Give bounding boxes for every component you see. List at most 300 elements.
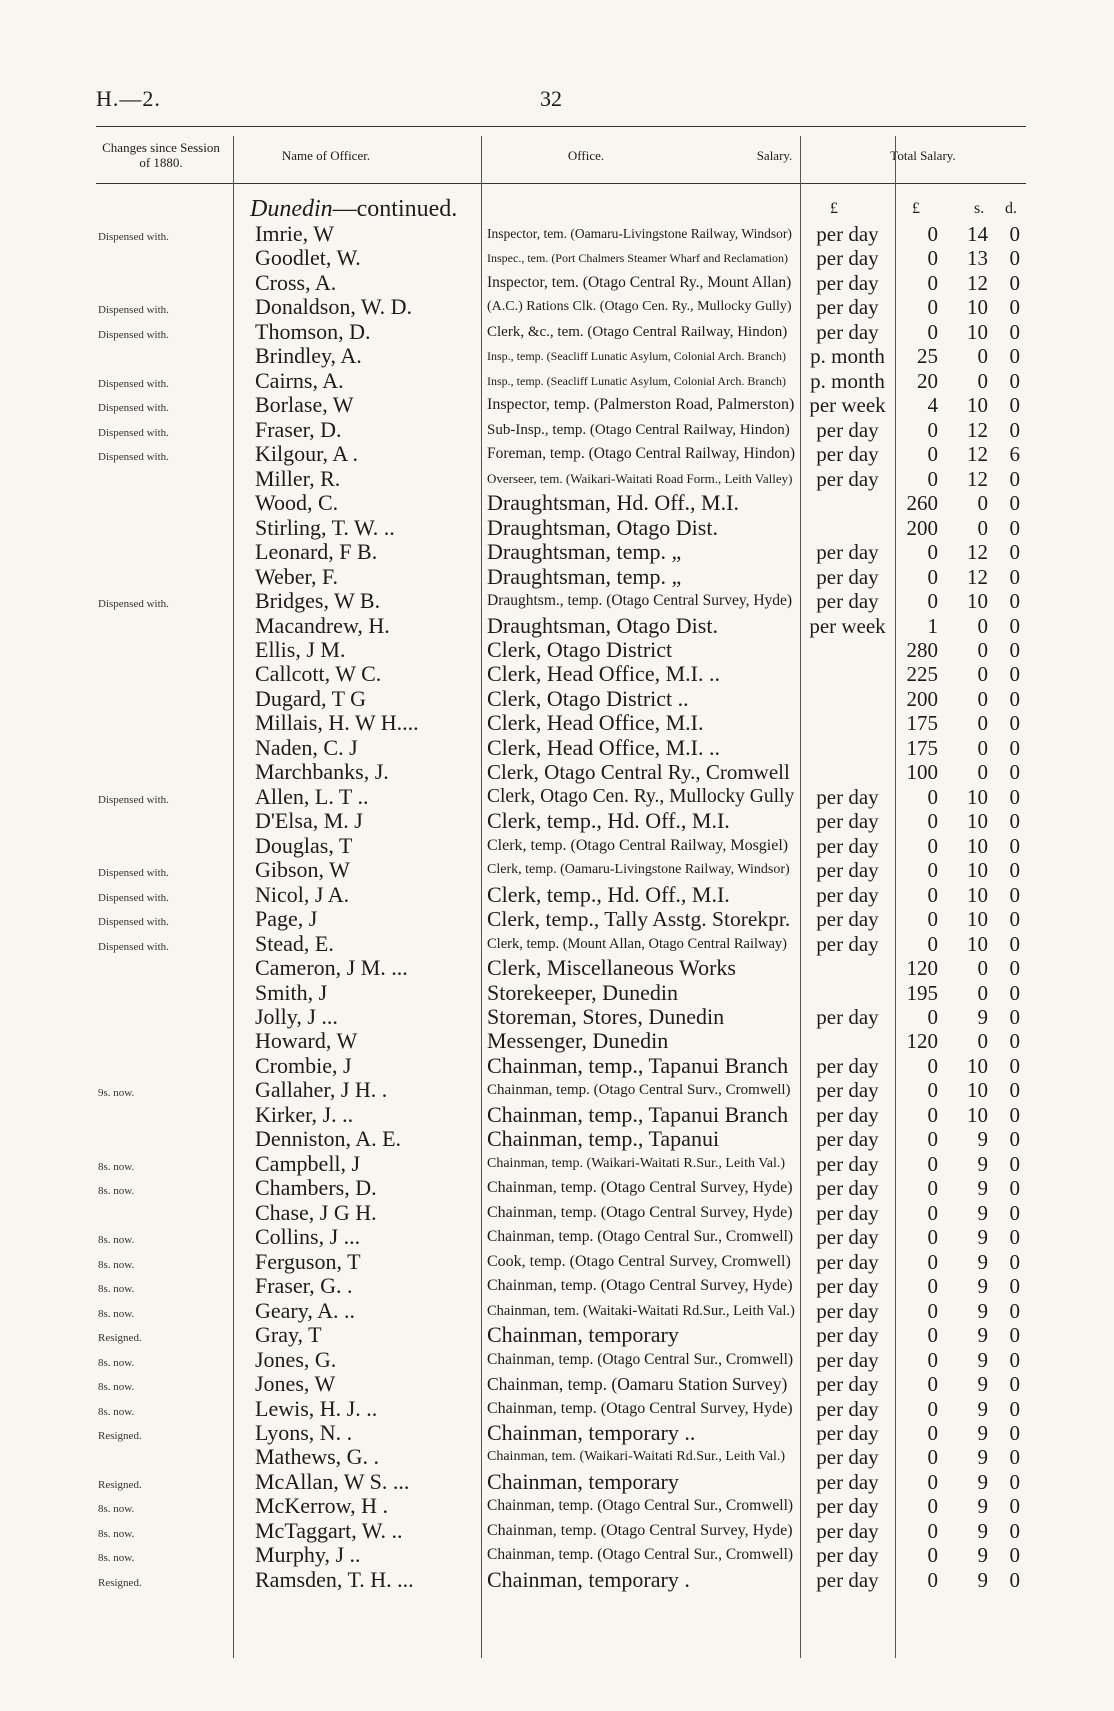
office-title: Chainman, temp., Tapanui Branch [487, 1101, 789, 1127]
change-note: 8s. now. [98, 1283, 135, 1296]
total-pence: 0 [1009, 1420, 1020, 1445]
officer-name: Cross, A. [255, 269, 337, 295]
total-pounds: 0 [927, 222, 938, 246]
office-title: Chainman, temp. (Otago Central Surv., Cromwell) [487, 1082, 791, 1099]
total-pence: 0 [1009, 1567, 1020, 1592]
total-pence: 0 [1009, 907, 1020, 932]
total-shillings: 10 [967, 809, 988, 834]
table-row [0, 222, 1114, 246]
office-title: Inspector, temp. (Palmerston Road, Palmerston) [487, 396, 795, 414]
total-pence: 0 [1009, 1005, 1020, 1029]
total-shillings: 10 [967, 858, 988, 883]
officer-name: Smith, J [255, 979, 328, 1005]
office-title: Chainman, temp. (Otago Central Sur., Cromwell) [487, 1350, 794, 1368]
officer-name: Geary, A. .. [255, 1297, 355, 1323]
officer-table-body [0, 222, 1114, 1592]
officer-name: D'Elsa, M. J [255, 808, 363, 834]
total-pounds: 0 [927, 833, 938, 858]
table-row [0, 295, 1114, 319]
officer-name: Lyons, N. . [255, 1419, 353, 1445]
total-pence: 0 [1009, 662, 1020, 687]
table-row [0, 711, 1114, 735]
table-row [0, 760, 1114, 784]
office-title: (A.C.) Rations Clk. (Otago Cen. Ry., Mullocky Gully) [487, 299, 792, 315]
officer-name: Imrie, W [255, 221, 335, 246]
table-row [0, 1274, 1114, 1298]
table-row [0, 1054, 1114, 1078]
table-row [0, 1348, 1114, 1372]
total-shillings: 9 [977, 1225, 988, 1250]
total-pence: 0 [1009, 1274, 1020, 1299]
salary-rate: per day [816, 564, 879, 589]
total-shillings: 0 [977, 662, 988, 687]
total-pounds: 0 [927, 784, 938, 809]
total-pounds: 20 [917, 368, 938, 393]
total-pounds: 0 [927, 858, 938, 883]
officer-name: Macandrew, H. [255, 612, 390, 638]
change-note: Dispensed with. [98, 328, 169, 341]
salary-rate: per day [816, 1494, 879, 1519]
office-title: Clerk, Head Office, M.I. [487, 710, 704, 736]
officer-name: Page, J [255, 906, 318, 932]
office-title: Inspector, tem. (Otago Central Ry., Mount Allan) [487, 273, 792, 291]
total-pence: 0 [1009, 735, 1020, 760]
office-title: Clerk, temp. (Otago Central Railway, Mosgiel) [487, 836, 789, 854]
total-pence: 0 [1009, 1494, 1020, 1519]
officer-name: Cameron, J M. ... [255, 955, 408, 981]
total-pence: 0 [1009, 1102, 1020, 1127]
total-shillings: 10 [967, 1053, 988, 1078]
total-pounds: 175 [906, 735, 938, 760]
table-row [0, 614, 1114, 638]
total-pounds: 0 [927, 1469, 938, 1494]
officer-name: Kilgour, A . [255, 441, 359, 467]
office-title: Chainman, temp. (Otago Central Survey, Hyde) [487, 1277, 793, 1295]
change-note: 8s. now. [98, 1405, 135, 1418]
table-row [0, 271, 1114, 295]
total-shillings: 12 [967, 442, 988, 467]
officer-name: Fraser, D. [255, 416, 342, 442]
total-pence: 0 [1009, 1200, 1020, 1225]
total-shillings: 9 [977, 1176, 988, 1201]
total-pounds: 25 [917, 344, 938, 369]
change-note: Dispensed with. [98, 231, 169, 243]
total-pence: 0 [1009, 491, 1020, 516]
total-pence: 0 [1009, 809, 1020, 834]
total-pounds: 0 [927, 1494, 938, 1519]
unit-pound-total: £ [912, 200, 920, 217]
page-number: 32 [540, 86, 562, 111]
total-shillings: 10 [967, 1102, 988, 1127]
unit-pound-salary: £ [830, 200, 838, 217]
total-pence: 0 [1009, 222, 1020, 246]
salary-rate: per week [809, 393, 886, 418]
table-row [0, 418, 1114, 442]
total-pounds: 280 [906, 637, 938, 662]
salary-rate: per day [816, 858, 879, 883]
total-pence: 0 [1009, 417, 1020, 442]
salary-rate: per day [816, 1543, 879, 1568]
officer-name: Allen, L. T .. [255, 783, 369, 809]
total-shillings: 9 [977, 1372, 988, 1397]
office-title: Chainman, temp., Tapanui Branch [487, 1052, 789, 1078]
change-note: Dispensed with. [98, 451, 169, 464]
change-note: 8s. now. [98, 1381, 135, 1394]
total-pence: 0 [1009, 1445, 1020, 1470]
table-row [0, 785, 1114, 809]
total-pence: 0 [1009, 246, 1020, 271]
office-title: Chainman, temporary [487, 1322, 679, 1348]
total-pence: 0 [1009, 1372, 1020, 1397]
total-pounds: 0 [927, 1445, 938, 1470]
table-row [0, 393, 1114, 417]
total-shillings: 12 [967, 417, 988, 442]
officer-name: Naden, C. J [255, 734, 358, 760]
change-note: Dispensed with. [98, 867, 169, 880]
table-row [0, 565, 1114, 589]
officer-name: Dugard, T G [255, 685, 367, 711]
salary-rate: per day [816, 319, 879, 344]
salary-rate: per day [816, 1078, 879, 1103]
total-pounds: 0 [927, 1420, 938, 1445]
change-note: Resigned. [98, 1576, 142, 1589]
officer-name: Jolly, J ... [255, 1004, 338, 1029]
total-shillings: 0 [977, 368, 988, 393]
officer-name: Chambers, D. [255, 1175, 377, 1201]
change-note: 8s. now. [98, 1160, 135, 1173]
office-title: Inspec., tem. (Port Chalmers Steamer Wharf and Reclamation) [487, 251, 789, 266]
total-shillings: 10 [967, 882, 988, 907]
salary-rate: per day [816, 1225, 879, 1250]
total-shillings: 0 [977, 760, 988, 785]
table-row [0, 1543, 1114, 1567]
salary-rate: per day [816, 1469, 879, 1494]
table-row [0, 883, 1114, 907]
office-title: Draughtsm., temp. (Otago Central Survey, Hyde) [487, 592, 793, 610]
table-row [0, 1519, 1114, 1543]
table-row [0, 1250, 1114, 1274]
total-pounds: 0 [927, 319, 938, 344]
total-pounds: 4 [927, 393, 938, 418]
office-title: Chainman, temp. (Otago Central Survey, Hyde) [487, 1521, 793, 1539]
total-pence: 0 [1009, 1518, 1020, 1543]
table-row [0, 344, 1114, 368]
total-pounds: 0 [927, 1225, 938, 1250]
change-note: Resigned. [98, 1478, 142, 1491]
total-pounds: 200 [906, 515, 938, 540]
salary-rate: p. month [810, 344, 885, 369]
total-pence: 0 [1009, 1347, 1020, 1372]
officer-name: Chase, J G H. [255, 1199, 377, 1225]
officer-name: Marchbanks, J. [255, 759, 389, 785]
change-note: Dispensed with. [98, 377, 169, 390]
total-pounds: 1 [927, 613, 938, 638]
change-note: 9s. now. [98, 1087, 135, 1100]
change-note: 8s. now. [98, 1527, 135, 1540]
total-shillings: 0 [977, 491, 988, 516]
total-shillings: 9 [977, 1151, 988, 1176]
office-title: Clerk, temp., Tally Asstg. Storekpr. [487, 907, 791, 932]
officer-name: Stirling, T. W. .. [255, 514, 395, 540]
total-pounds: 0 [927, 295, 938, 320]
salary-rate: per day [816, 466, 879, 491]
total-shillings: 10 [967, 784, 988, 809]
officer-name: Collins, J ... [255, 1224, 361, 1250]
salary-rate: per day [816, 1053, 879, 1078]
office-title: Clerk, Otago Central Ry., Cromwell [487, 760, 790, 785]
total-pounds: 0 [927, 1151, 938, 1176]
total-pounds: 200 [906, 686, 938, 711]
salary-rate: per day [816, 907, 879, 932]
table-row [0, 932, 1114, 956]
salary-rate: per day [816, 1151, 879, 1176]
officer-name: Gibson, W [255, 857, 350, 883]
office-title: Clerk, Head Office, M.I. .. [487, 734, 720, 760]
table-row [0, 491, 1114, 515]
salary-rate: per day [816, 1005, 879, 1029]
change-note: Dispensed with. [98, 891, 169, 904]
office-title: Chainman, temp. (Otago Central Sur., Cromwell) [487, 1546, 794, 1564]
total-shillings: 9 [977, 1469, 988, 1494]
total-pounds: 260 [906, 491, 938, 516]
total-shillings: 10 [967, 393, 988, 418]
total-pounds: 0 [927, 882, 938, 907]
change-note: 8s. now. [98, 1307, 135, 1320]
salary-rate: per day [816, 589, 879, 614]
total-pence: 0 [1009, 882, 1020, 907]
office-title: Chainman, temp. (Otago Central Survey, Hyde) [487, 1203, 793, 1221]
total-pence: 0 [1009, 613, 1020, 638]
officer-name: Thomson, D. [255, 318, 371, 344]
office-title: Clerk, Otago District .. [487, 685, 689, 711]
total-pounds: 0 [927, 1053, 938, 1078]
total-pounds: 0 [927, 1127, 938, 1152]
total-pence: 0 [1009, 1249, 1020, 1274]
office-title: Draughtsman, Otago Dist. [487, 514, 718, 540]
salary-rate: per day [816, 1567, 879, 1592]
table-row [0, 1029, 1114, 1053]
table-row [0, 1372, 1114, 1396]
total-shillings: 0 [977, 956, 988, 981]
officer-name: Denniston, A. E. [255, 1126, 402, 1152]
total-shillings: 0 [977, 344, 988, 369]
total-pence: 0 [1009, 931, 1020, 956]
section-place: Dunedin [250, 196, 333, 222]
total-shillings: 9 [977, 1323, 988, 1348]
total-pence: 0 [1009, 760, 1020, 785]
total-pence: 0 [1009, 368, 1020, 393]
total-shillings: 0 [977, 686, 988, 711]
office-title: Clerk, temp. (Mount Allan, Otago Central Railway) [487, 935, 788, 952]
officer-name: Stead, E. [255, 930, 334, 956]
office-title: Foreman, temp. (Otago Central Railway, Hindon) [487, 445, 796, 463]
total-pounds: 0 [927, 564, 938, 589]
salary-rate: per day [816, 295, 879, 320]
table-row [0, 467, 1114, 491]
table-row [0, 1078, 1114, 1102]
table-row [0, 442, 1114, 466]
total-pence: 0 [1009, 344, 1020, 369]
officer-name: Brindley, A. [255, 343, 362, 369]
change-note: Dispensed with. [98, 793, 169, 806]
change-note: 8s. now. [98, 1552, 135, 1565]
total-shillings: 9 [977, 1567, 988, 1592]
total-pounds: 0 [927, 1274, 938, 1299]
officer-name: Gray, T [255, 1322, 322, 1348]
salary-rate: per day [816, 1200, 879, 1225]
table-row [0, 1152, 1114, 1176]
salary-rate: per day [816, 1102, 879, 1127]
office-title: Draughtsman, temp. „ [487, 539, 682, 565]
officer-name: Borlase, W [255, 392, 354, 418]
office-title: Clerk, temp., Hd. Off., M.I. [487, 808, 730, 834]
total-pounds: 100 [906, 760, 938, 785]
total-shillings: 0 [977, 515, 988, 540]
officer-name: Cairns, A. [255, 367, 344, 393]
table-row [0, 858, 1114, 882]
office-title: Chainman, tem. (Waikari-Waitati Rd.Sur., Leith Val.) [487, 1449, 786, 1465]
table-row [0, 1470, 1114, 1494]
total-pence: 0 [1009, 833, 1020, 858]
total-pence: 0 [1009, 295, 1020, 320]
total-shillings: 9 [977, 1298, 988, 1323]
office-title: Chainman, temporary .. [487, 1419, 696, 1445]
total-pounds: 0 [927, 1249, 938, 1274]
table-row [0, 540, 1114, 564]
change-note: 8s. now. [98, 1258, 135, 1271]
salary-rate: per day [816, 246, 879, 271]
salary-rate: per day [816, 1298, 879, 1323]
salary-rate: per day [816, 809, 879, 834]
officer-name: Leonard, F B. [255, 539, 378, 565]
office-title: Draughtsman, Hd. Off., M.I. [487, 490, 739, 516]
office-title: Chainman, temporary . [487, 1566, 690, 1592]
salary-rate: per day [816, 1518, 879, 1543]
salary-rate: per day [816, 882, 879, 907]
office-title: Clerk, &c., tem. (Otago Central Railway, Hindon) [487, 323, 788, 340]
office-title: Chainman, temp. (Oamaru Station Survey) [487, 1374, 788, 1395]
officer-name: Weber, F. [255, 563, 338, 589]
office-title: Chainman, temp. (Waikari-Waitati R.Sur., Leith Val.) [487, 1155, 786, 1171]
salary-rate: per day [816, 540, 879, 565]
total-shillings: 10 [967, 319, 988, 344]
office-title: Draughtsman, Otago Dist. [487, 612, 718, 638]
office-title: Inspector, tem. (Oamaru-Livingstone Railway, Windsor) [487, 226, 792, 241]
total-pounds: 195 [906, 980, 938, 1005]
table-row [0, 809, 1114, 833]
page-header [96, 86, 1036, 116]
total-shillings: 9 [977, 1127, 988, 1152]
table-row [0, 1397, 1114, 1421]
office-title: Cook, temp. (Otago Central Survey, Cromwell) [487, 1252, 791, 1270]
officer-name: Kirker, J. .. [255, 1101, 354, 1127]
total-pounds: 0 [927, 1372, 938, 1397]
total-pence: 0 [1009, 711, 1020, 736]
officer-name: Donaldson, W. D. [255, 294, 413, 320]
total-pounds: 175 [906, 711, 938, 736]
total-shillings: 9 [977, 1420, 988, 1445]
salary-rate: per day [816, 784, 879, 809]
total-shillings: 0 [977, 637, 988, 662]
office-title: Insp., temp. (Seacliff Lunatic Asylum, Colonial Arch. Branch) [487, 349, 787, 364]
table-row [0, 1005, 1114, 1029]
officer-name: Nicol, J A. [255, 881, 350, 907]
officer-name: Jones, G. [255, 1346, 337, 1372]
change-note: 8s. now. [98, 1185, 135, 1198]
salary-rate: per day [816, 931, 879, 956]
total-pence: 0 [1009, 686, 1020, 711]
total-shillings: 9 [977, 1445, 988, 1470]
officer-name: Howard, W [255, 1028, 358, 1054]
table-row [0, 1568, 1114, 1592]
office-title: Chainman, temp. (Otago Central Survey, Hyde) [487, 1179, 793, 1197]
officer-name: McAllan, W S. ... [255, 1468, 410, 1494]
office-title: Chainman, temp. (Otago Central Sur., Cromwell) [487, 1497, 794, 1515]
total-pounds: 0 [927, 1078, 938, 1103]
total-pence: 0 [1009, 589, 1020, 614]
total-pence: 6 [1009, 442, 1020, 467]
total-pounds: 0 [927, 1176, 938, 1201]
total-pounds: 0 [927, 246, 938, 271]
office-title: Chainman, tem. (Waitaki-Waitati Rd.Sur., Leith Val.) [487, 1302, 795, 1319]
table-row [0, 1201, 1114, 1225]
total-shillings: 9 [977, 1200, 988, 1225]
table-row [0, 662, 1114, 686]
salary-rate: per day [816, 270, 879, 295]
office-title: Clerk, temp. (Oamaru-Livingstone Railway, Windsor) [487, 862, 790, 878]
total-pounds: 0 [927, 589, 938, 614]
total-shillings: 0 [977, 980, 988, 1005]
total-pence: 0 [1009, 1078, 1020, 1103]
total-pence: 0 [1009, 564, 1020, 589]
officer-name: Fraser, G. . [255, 1273, 353, 1299]
office-title: Storekeeper, Dunedin [487, 979, 678, 1005]
officer-name: Lewis, H. J. .. [255, 1395, 378, 1421]
section-suffix: —continued. [332, 196, 458, 222]
total-pence: 0 [1009, 1127, 1020, 1152]
officer-name: Murphy, J .. [255, 1542, 361, 1568]
total-pence: 0 [1009, 637, 1020, 662]
change-note: 8s. now. [98, 1356, 135, 1369]
table-row [0, 687, 1114, 711]
salary-rate: per day [816, 1372, 879, 1397]
total-pence: 0 [1009, 393, 1020, 418]
total-shillings: 0 [977, 711, 988, 736]
unit-pence: d. [1005, 200, 1017, 217]
header-name: Name of Officer. [281, 147, 371, 163]
header-office: Office. [567, 147, 605, 163]
change-note: Resigned. [98, 1429, 142, 1442]
total-pounds: 0 [927, 931, 938, 956]
change-note: Dispensed with. [98, 916, 169, 929]
table-row [0, 1127, 1114, 1151]
total-pounds: 120 [906, 956, 938, 981]
total-shillings: 12 [967, 540, 988, 565]
total-shillings: 10 [967, 833, 988, 858]
total-pounds: 0 [927, 1005, 938, 1029]
change-note: Dispensed with. [98, 940, 169, 953]
officer-name: Ramsden, T. H. ... [255, 1566, 414, 1592]
officer-name: Wood, C. [255, 490, 339, 516]
total-pence: 0 [1009, 1396, 1020, 1421]
change-note: Dispensed with. [98, 426, 169, 439]
officer-name: Gallaher, J H. . [255, 1077, 388, 1103]
salary-rate: per day [816, 1445, 879, 1470]
salary-rate: per day [816, 417, 879, 442]
total-shillings: 10 [967, 931, 988, 956]
header-changes: Changes since Session of 1880. [102, 140, 220, 170]
total-pounds: 0 [927, 1543, 938, 1568]
